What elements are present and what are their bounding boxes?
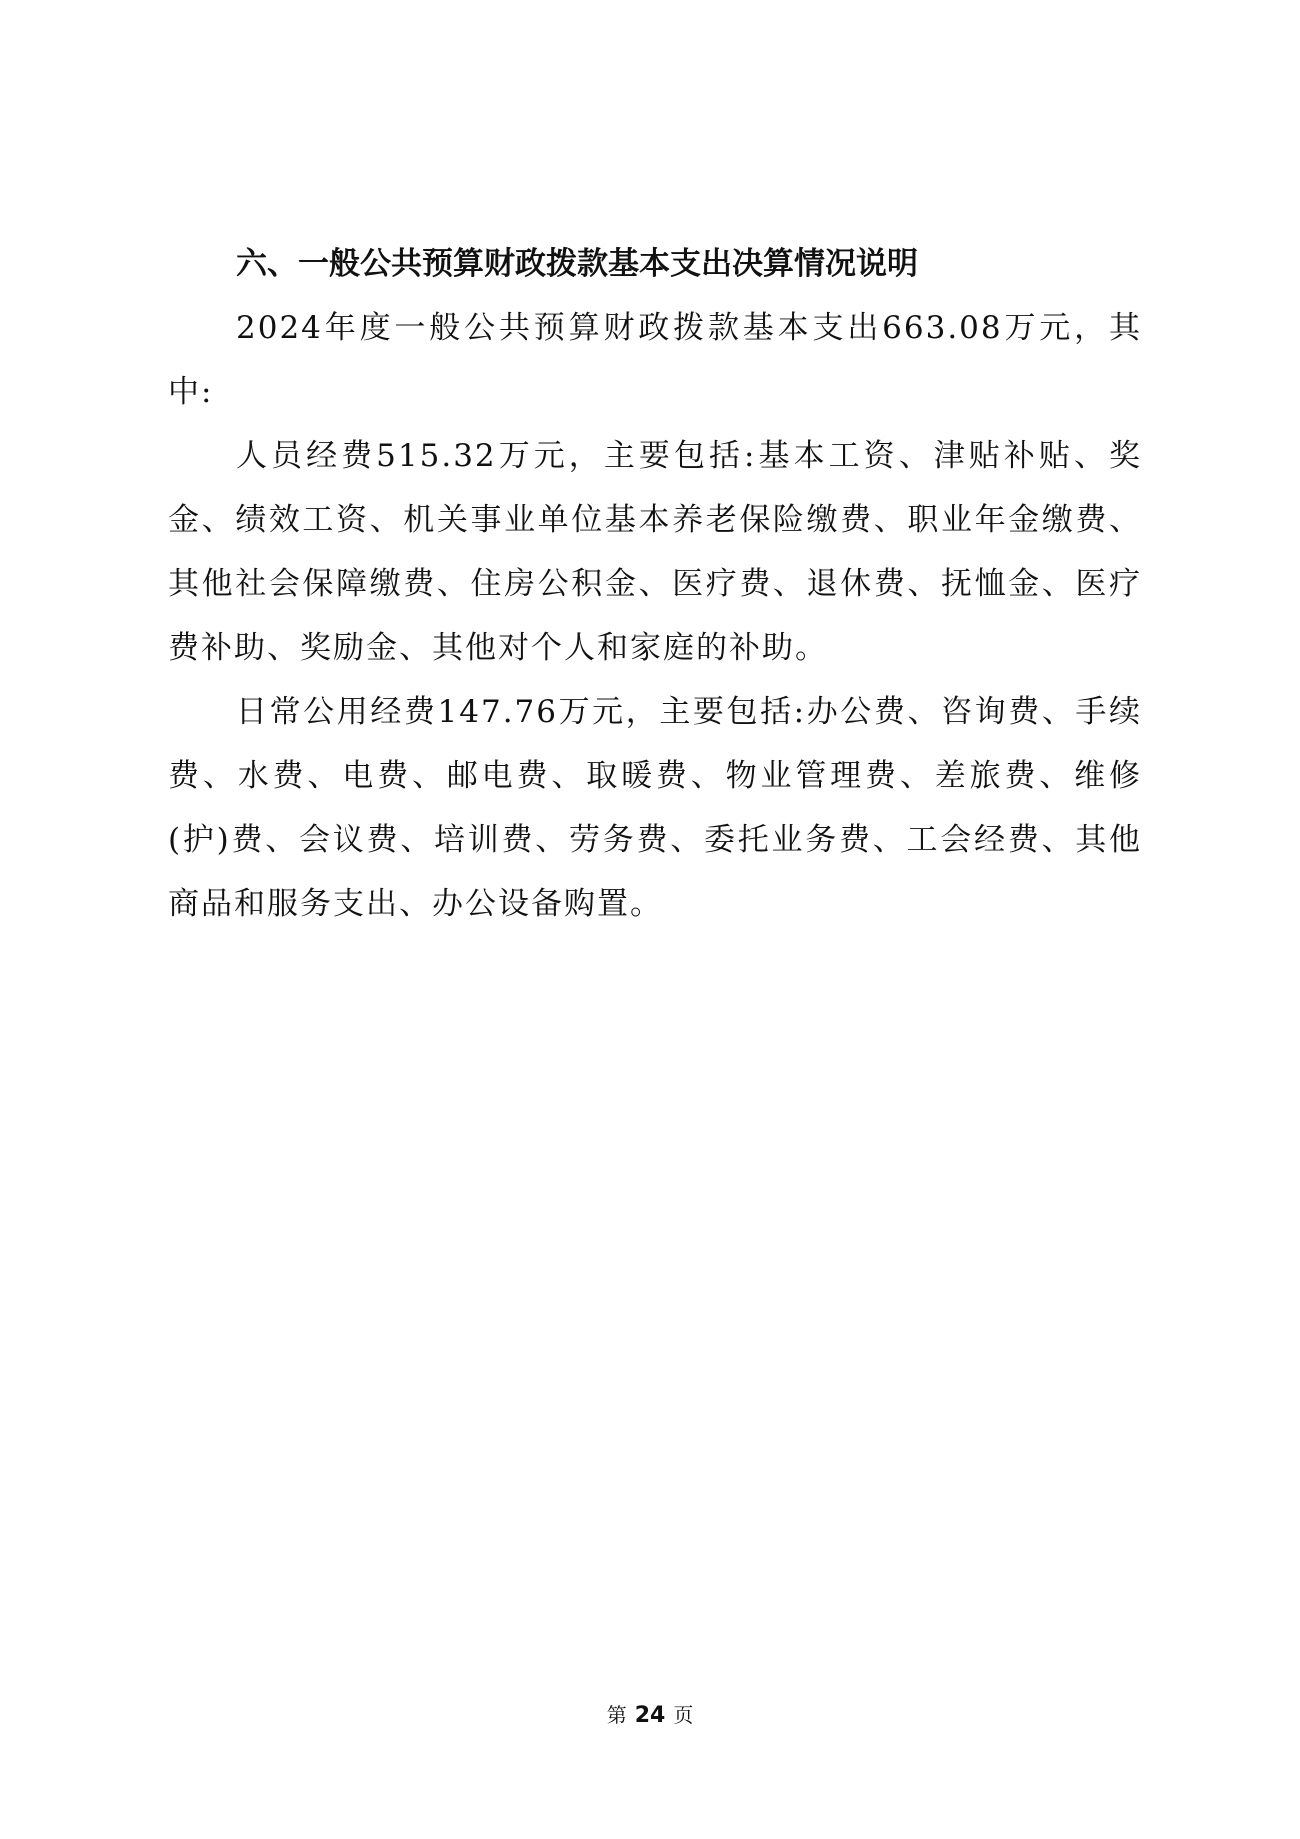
paragraph-basic-expenditure: 2024年度一般公共预算财政拨款基本支出663.08万元，其中: <box>168 310 1142 410</box>
page-number-suffix: 页 <box>673 1703 694 1727</box>
page-footer <box>0 1700 1300 1731</box>
paragraph-personnel-expenses: 人员经费515.32万元，主要包括:基本工资、津贴补贴、奖金、绩效工资、机关事业单位基本养老保险缴费、职业年金缴费、其他社会保障缴费、住房公积金、医疗费、退休费、抚恤金、医疗费补助、奖励金、其他对个人和家庭的补助。 <box>168 438 1142 666</box>
paragraph-public-expenses: 日常公用经费147.76万元，主要包括:办公费、咨询费、手续费、水费、电费、邮电费、取暖费、物业管理费、差旅费、维修(护)费、会议费、培训费、劳务费、委托业务费、工会经费、其他商品和服务支出、办公设备购置。 <box>168 694 1142 922</box>
page-number: 24 <box>634 1703 666 1728</box>
section-heading: 六、一般公共预算财政拨款基本支出决算情况说明 <box>236 246 918 282</box>
page-number-prefix: 第 <box>606 1703 627 1727</box>
document-body <box>168 232 1142 936</box>
